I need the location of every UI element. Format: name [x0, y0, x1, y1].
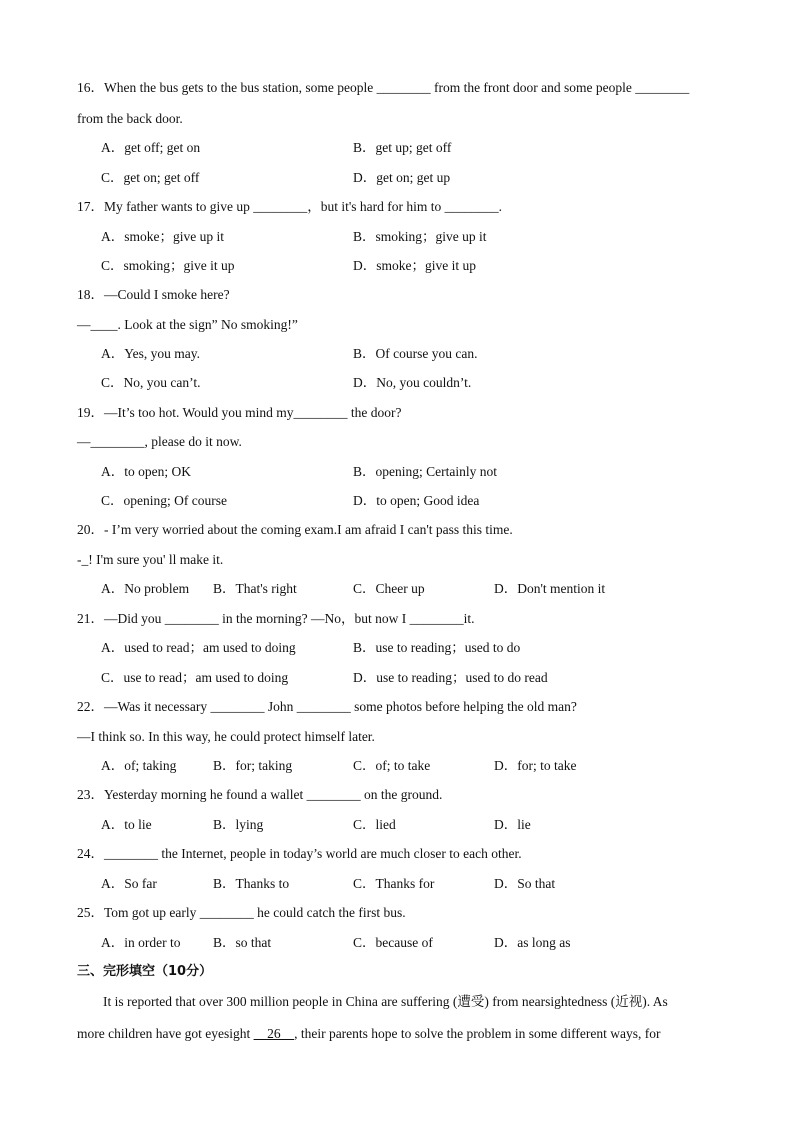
question-16-stem: 16．When the bus gets to the bus station, some people ________ from the front door and some people ________: [77, 80, 690, 95]
question-19-stem: 19．—It’s too hot. Would you mind my________ the door?: [77, 405, 402, 420]
question-20-option-b: B．That's right: [213, 581, 297, 596]
question-22-stem: 22．—Was it necessary ________ John ________ some photos before helping the old man?: [77, 699, 577, 714]
question-20-option-a: A．No problem: [101, 581, 190, 596]
question-25-stem: 25．Tom got up early ________ he could catch the first bus.: [77, 905, 406, 920]
question-25-option-b: B．so that: [213, 935, 272, 950]
question-22-option-a: A．of; taking: [101, 758, 177, 773]
question-20-option-d: D．Don't mention it: [494, 581, 606, 596]
question-20-option-c: C．Cheer up: [353, 581, 425, 596]
question-21-option-c: C．use to read；am used to doing: [101, 670, 289, 685]
question-24-option-a: A．So far: [101, 876, 157, 891]
question-22-stem-continued: —I think so. In this way, he could protect himself later.: [77, 729, 375, 744]
cloze-text-before-blank: more children have got eyesight: [77, 1026, 254, 1041]
question-18-stem: 18．—Could I smoke here?: [77, 287, 230, 302]
question-20-stem-continued: -_! I'm sure you' ll make it.: [77, 552, 224, 567]
question-22-option-c: C．of; to take: [353, 758, 431, 773]
question-18-option-a: A．Yes, you may.: [101, 346, 201, 361]
question-19-stem-continued: —________, please do it now.: [77, 434, 242, 449]
question-17-option-d: D．smoke；give it up: [353, 258, 476, 273]
question-21-option-a: A．used to read；am used to doing: [101, 640, 296, 655]
question-16-option-a: A．get off; get on: [101, 140, 201, 155]
question-23-option-d: D．lie: [494, 817, 531, 832]
question-22-option-b: B．for; taking: [213, 758, 293, 773]
question-17-option-b: B．smoking；give up it: [353, 229, 487, 244]
question-21-option-d: D．use to reading；used to do read: [353, 670, 548, 685]
section-heading-cloze: 三、完形填空（10分）: [77, 964, 213, 979]
question-24-option-c: C．Thanks for: [353, 876, 435, 891]
question-19-option-d: D．to open; Good idea: [353, 493, 480, 508]
question-25-option-c: C．because of: [353, 935, 433, 950]
question-17-option-a: A．smoke；give up it: [101, 229, 224, 244]
question-18-stem-continued: —____. Look at the sign” No smoking!”: [77, 317, 298, 332]
cloze-blank-26: 26: [253, 1026, 295, 1041]
question-16-option-d: D．get on; get up: [353, 170, 451, 185]
question-24-option-b: B．Thanks to: [213, 876, 290, 891]
question-24-stem: 24．________ the Internet, people in today’s world are much closer to each other.: [77, 846, 522, 861]
question-25-option-d: D．as long as: [494, 935, 571, 950]
question-23-option-c: C．lied: [353, 817, 396, 832]
question-18-option-c: C．No, you can’t.: [101, 375, 201, 390]
question-17-stem: 17．My father wants to give up ________，but it's hard for him to ________.: [77, 199, 503, 214]
question-17-option-c: C．smoking；give it up: [101, 258, 235, 273]
question-23-option-a: A．to lie: [101, 817, 152, 832]
question-22-option-d: D．for; to take: [494, 758, 577, 773]
cloze-text-after-blank: , their parents hope to solve the problem in some different ways, for: [294, 1026, 661, 1041]
question-18-option-d: D．No, you couldn’t.: [353, 375, 472, 390]
question-21-stem: 21．—Did you ________ in the morning? —No，but now I ________it.: [77, 611, 475, 626]
question-19-option-b: B．opening; Certainly not: [353, 464, 497, 479]
question-16-option-c: C．get on; get off: [101, 170, 200, 185]
question-16-stem-continued: from the back door.: [77, 111, 183, 126]
question-18-option-b: B．Of course you can.: [353, 346, 478, 361]
question-19-option-c: C．opening; Of course: [101, 493, 227, 508]
question-25-option-a: A．in order to: [101, 935, 181, 950]
question-21-option-b: B．use to reading；used to do: [353, 640, 521, 655]
question-20-stem: 20．- I’m very worried about the coming exam.I am afraid I can't pass this time.: [77, 522, 513, 537]
question-19-option-a: A．to open; OK: [101, 464, 191, 479]
cloze-paragraph-line-2: [77, 1026, 725, 1042]
question-24-option-d: D．So that: [494, 876, 556, 891]
cloze-paragraph-line-1: It is reported that over 300 million people in China are suffering (遭受) from nearsightedness (近视). As: [103, 994, 668, 1009]
question-16-option-b: B．get up; get off: [353, 140, 452, 155]
question-23-stem: 23．Yesterday morning he found a wallet ________ on the ground.: [77, 787, 443, 802]
question-23-option-b: B．lying: [213, 817, 264, 832]
